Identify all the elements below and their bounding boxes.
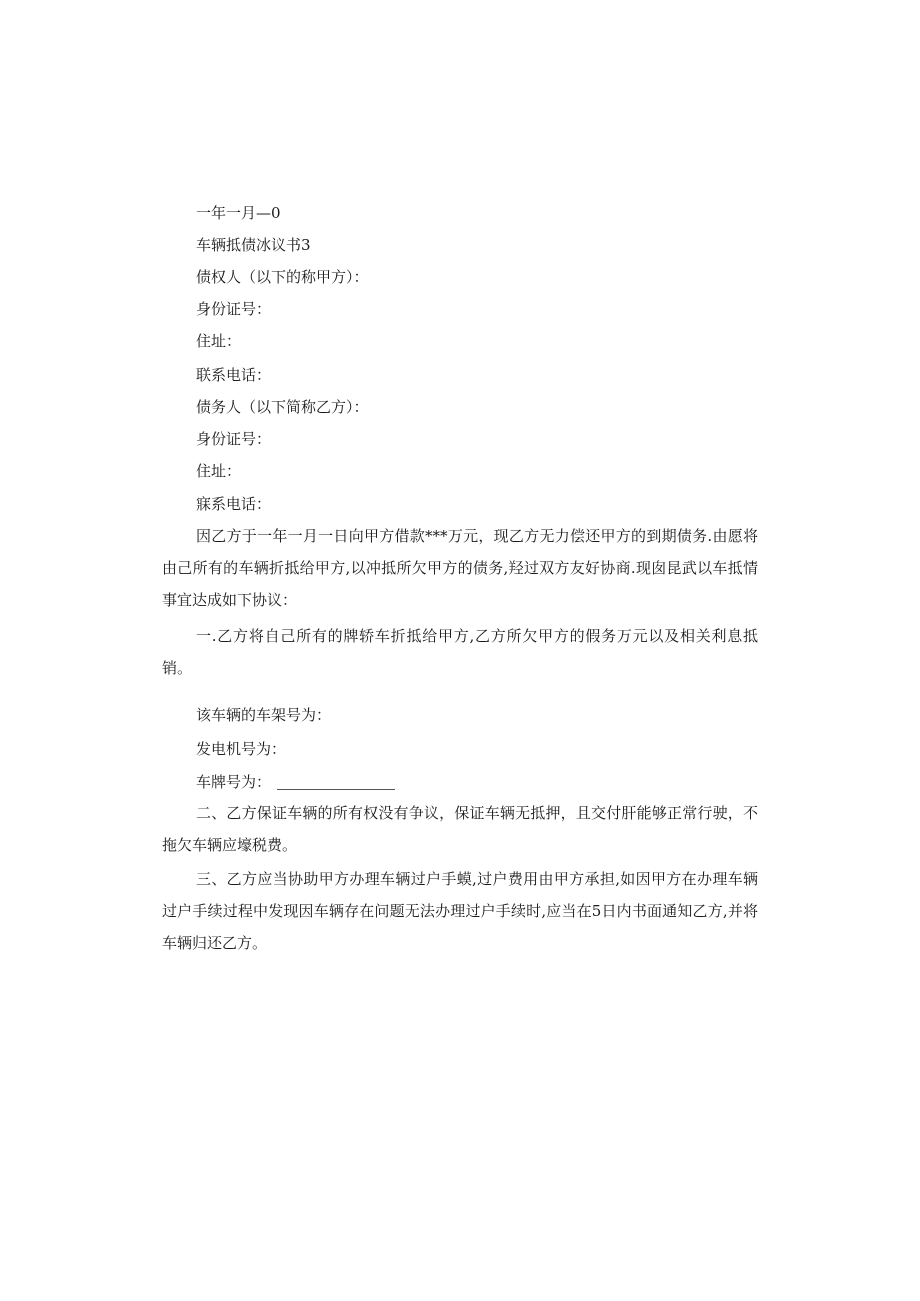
clause-2-paragraph: 二、乙方保证车辆的所有权没有争议，保证车辆无抵押，且交付肝能够正常行驶，不拖欠车辆应壕税费。 bbox=[162, 804, 758, 854]
debtor-address-label: 住址： bbox=[196, 462, 242, 480]
clause-3-paragraph: 三、乙方应当协助甲方办理车辆过户手蟆,过户费用由甲方承担,如因甲方在办理车辆过户手续过程中发现因车辆存在问题无法办理过户手续时,应当在5日内书面通知乙方,并将车辆归还乙方。 bbox=[162, 870, 758, 952]
creditor-id-label: 身份证号： bbox=[196, 300, 272, 318]
creditor-phone-label: 联系电话： bbox=[196, 366, 272, 384]
plate-number-line bbox=[196, 772, 395, 792]
plate-number-blank bbox=[277, 789, 395, 790]
clause-1-paragraph: 一.乙方将自己所有的牌轿车折抵给甲方,乙方所欠甲方的假务万元以及相关利息抵销。 bbox=[162, 627, 758, 677]
engine-number-label: 发电机号为： bbox=[196, 740, 287, 758]
creditor-address-label: 住址： bbox=[196, 332, 242, 350]
date-line: 一年一月—0 bbox=[196, 204, 281, 222]
debtor-phone-label: 寐系电话： bbox=[196, 495, 272, 513]
debtor-label: 债务人（以下简称乙方）： bbox=[196, 398, 369, 416]
intro-paragraph: 因乙方于一年一月一日向甲方借款***万元，现乙方无力偿还甲方的到期债务.由愿将由己所有的车辆折抵给甲方,以冲抵所欠甲方的债务,羟过双方友好协商.现囱昆武以车抵情事宜达成如下协议： bbox=[162, 527, 758, 609]
plate-number-label: 车牌号为： bbox=[196, 773, 272, 791]
debtor-id-label: 身份证号： bbox=[196, 430, 272, 448]
document-title: 车辆抵债冰议书3 bbox=[196, 236, 311, 254]
vin-label: 该车辆的车架号为： bbox=[196, 706, 332, 724]
creditor-label: 债权人（以下的称甲方）： bbox=[196, 268, 369, 286]
